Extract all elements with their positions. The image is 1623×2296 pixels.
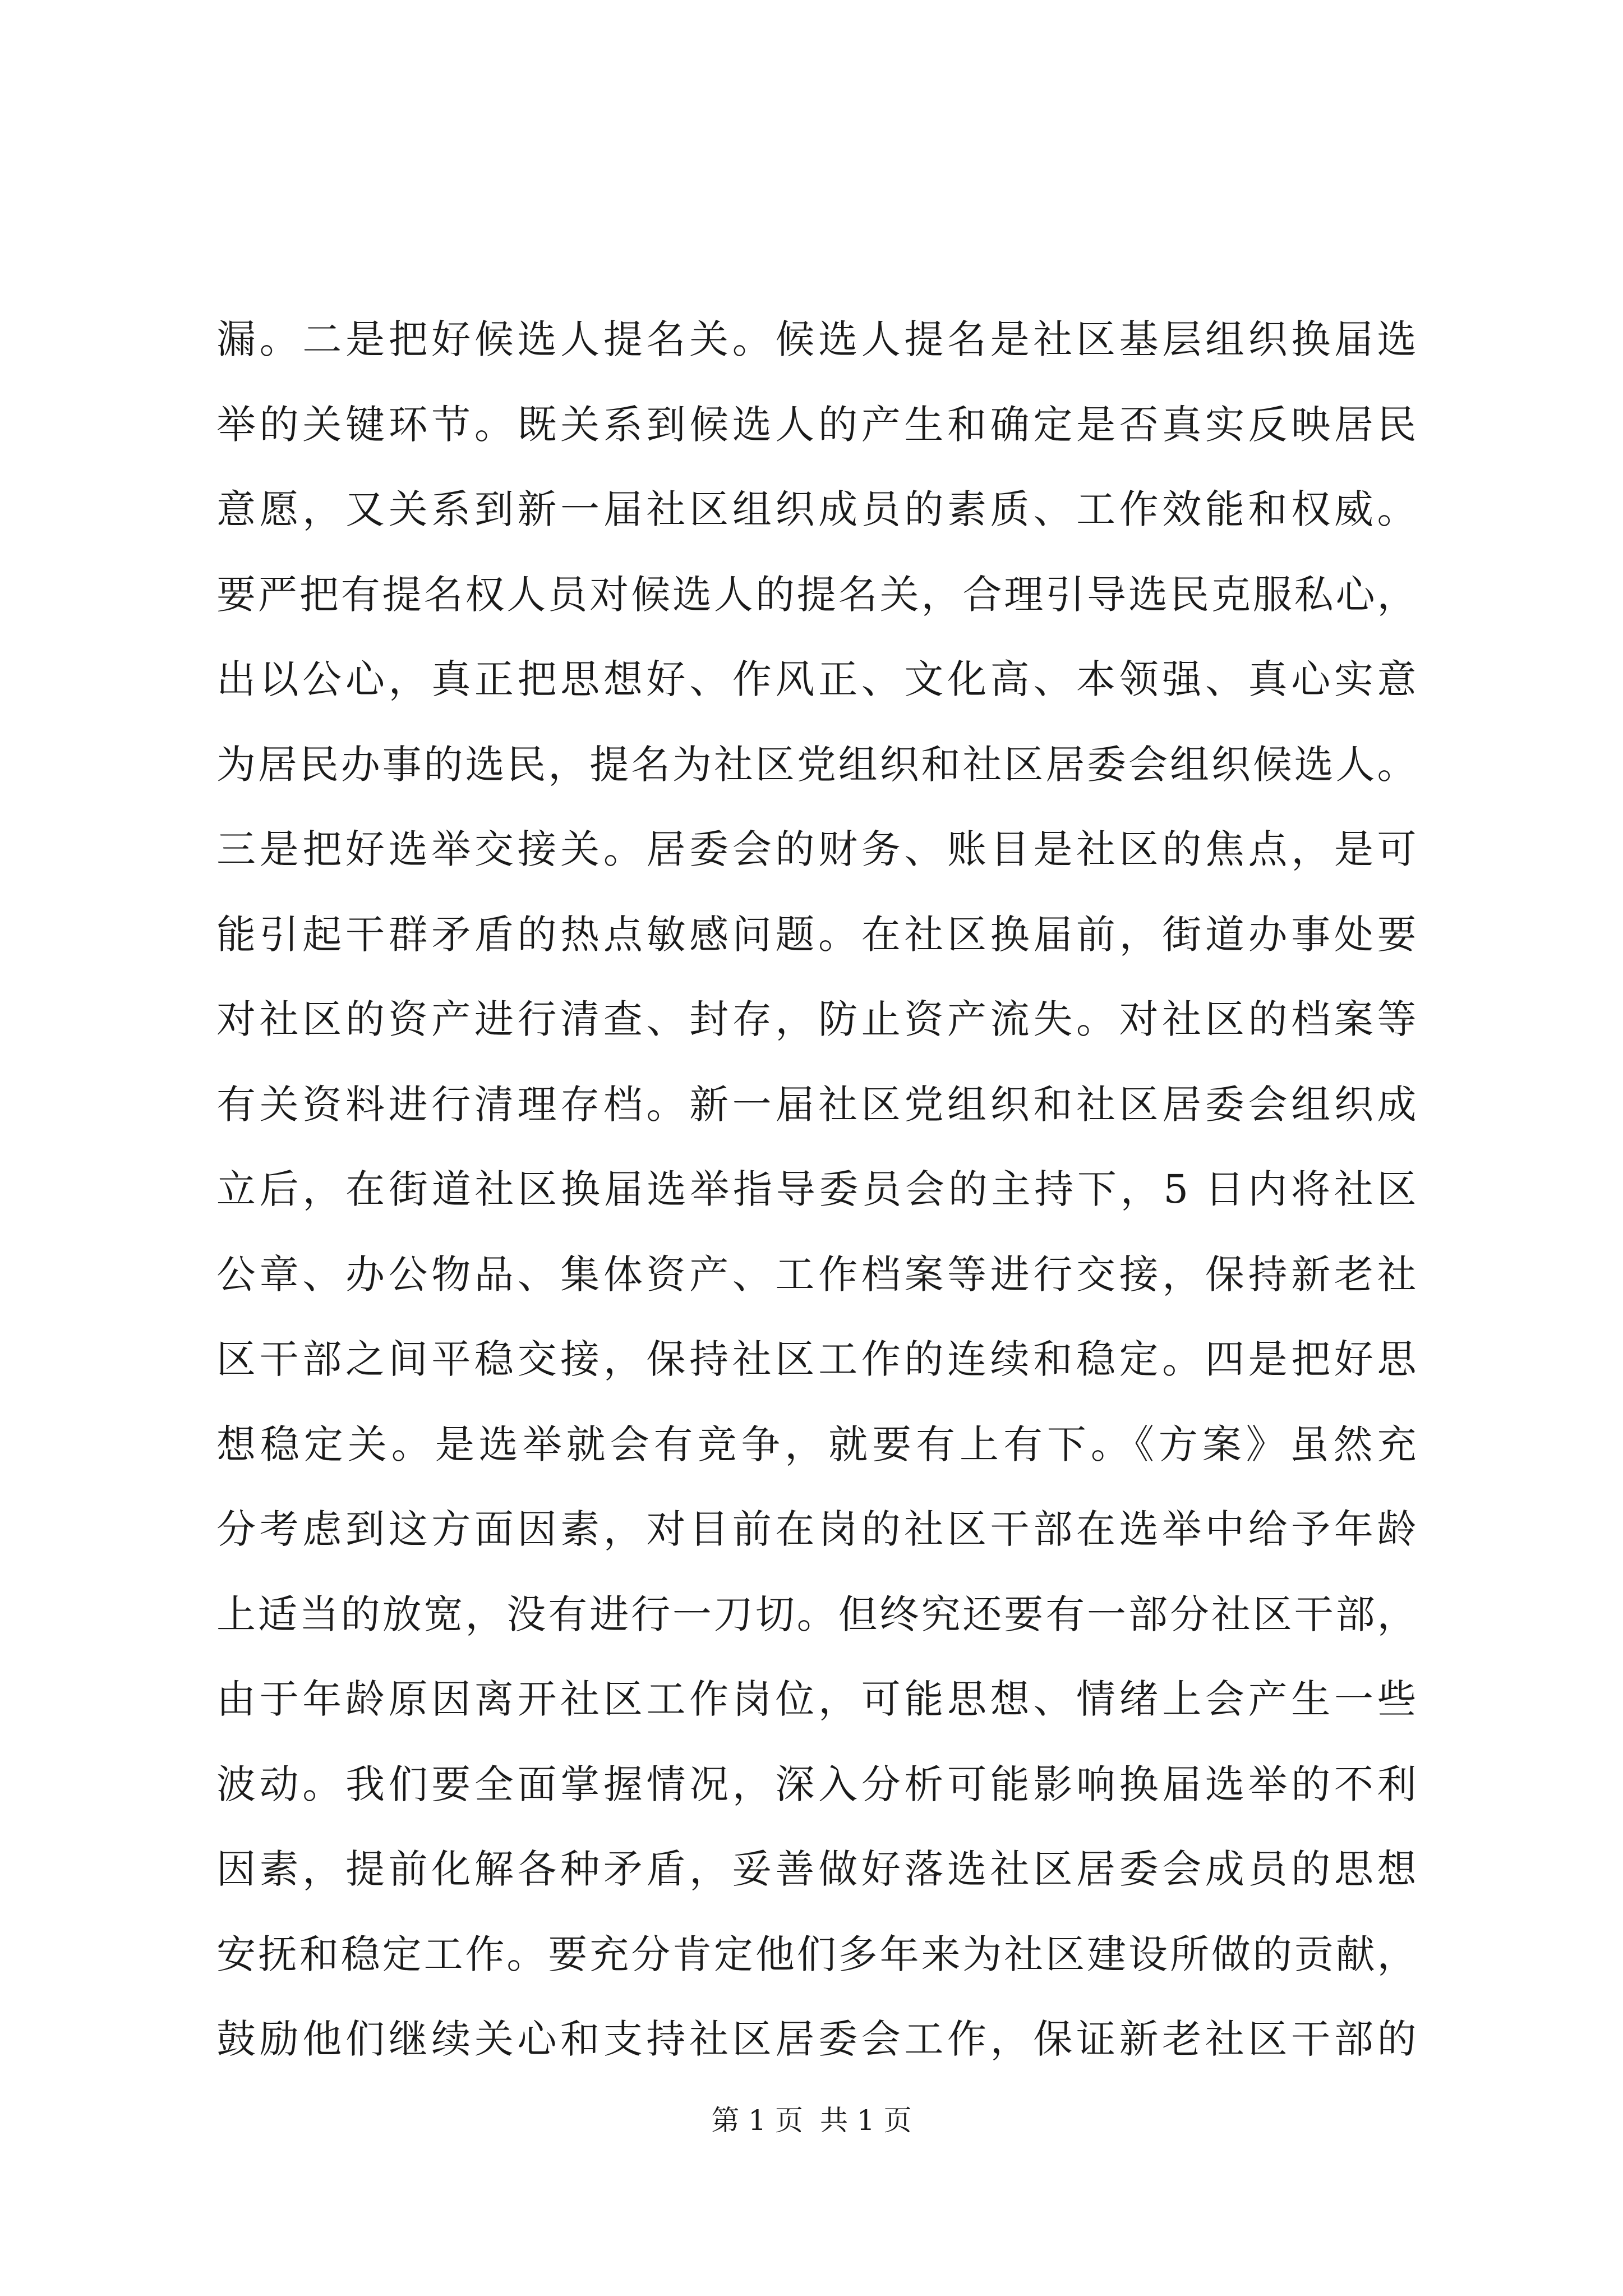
body-text <box>216 297 1417 2082</box>
text-line: 漏。二是把好候选人提名关。候选人提名是社区基层组织换届选 <box>216 316 1417 362</box>
text-line: 对社区的资产进行清查、封存，防止资产流失。对社区的档案等 <box>216 996 1417 1042</box>
text-line: 公章、办公物品、集体资产、工作档案等进行交接，保持新老社 <box>216 1251 1417 1297</box>
text-line: 上适当的放宽，没有进行一刀切。但终究还要有一部分社区干部， <box>216 1591 1417 1637</box>
text-line: 三是把好选举交接关。居委会的财务、账目是社区的焦点，是可 <box>216 826 1417 872</box>
page-footer <box>0 2101 1623 2140</box>
text-line: 区干部之间平稳交接，保持社区工作的连续和稳定。四是把好思 <box>216 1336 1417 1382</box>
text-line: 要严把有提名权人员对候选人的提名关，合理引导选民克服私心， <box>216 571 1417 618</box>
text-line: 立后，在街道社区换届选举指导委员会的主持下，5 日内将社区 <box>216 1166 1417 1212</box>
text-line: 意愿，又关系到新一届社区组织成员的素质、工作效能和权威。 <box>216 486 1417 532</box>
text-line: 为居民办事的选民，提名为社区党组织和社区居委会组织候选人。 <box>216 741 1417 788</box>
text-line: 因素，提前化解各种矛盾，妥善做好落选社区居委会成员的思想 <box>216 1846 1417 1892</box>
text-line: 能引起干群矛盾的热点敏感问题。在社区换届前，街道办事处要 <box>216 911 1417 958</box>
text-line: 有关资料进行清理存档。新一届社区党组织和社区居委会组织成 <box>216 1081 1417 1128</box>
text-line: 安抚和稳定工作。要充分肯定他们多年来为社区建设所做的贡献， <box>216 1931 1417 1977</box>
page-number-total: 共 1 页 <box>820 2104 912 2137</box>
text-line: 举的关键环节。既关系到候选人的产生和确定是否真实反映居民 <box>216 401 1417 448</box>
text-line: 想稳定关。是选举就会有竞争，就要有上有下。《方案》虽然充 <box>216 1421 1417 1467</box>
text-line: 出以公心，真正把思想好、作风正、文化高、本领强、真心实意 <box>216 656 1417 702</box>
text-line: 分考虑到这方面因素，对目前在岗的社区干部在选举中给予年龄 <box>216 1506 1417 1552</box>
text-line: 由于年龄原因离开社区工作岗位，可能思想、情绪上会产生一些 <box>216 1676 1417 1722</box>
text-line: 鼓励他们继续关心和支持社区居委会工作，保证新老社区干部的 <box>216 2016 1417 2062</box>
text-line: 波动。我们要全面掌握情况，深入分析可能影响换届选举的不利 <box>216 1761 1417 1807</box>
page-number-current: 第 1 页 <box>711 2104 803 2137</box>
